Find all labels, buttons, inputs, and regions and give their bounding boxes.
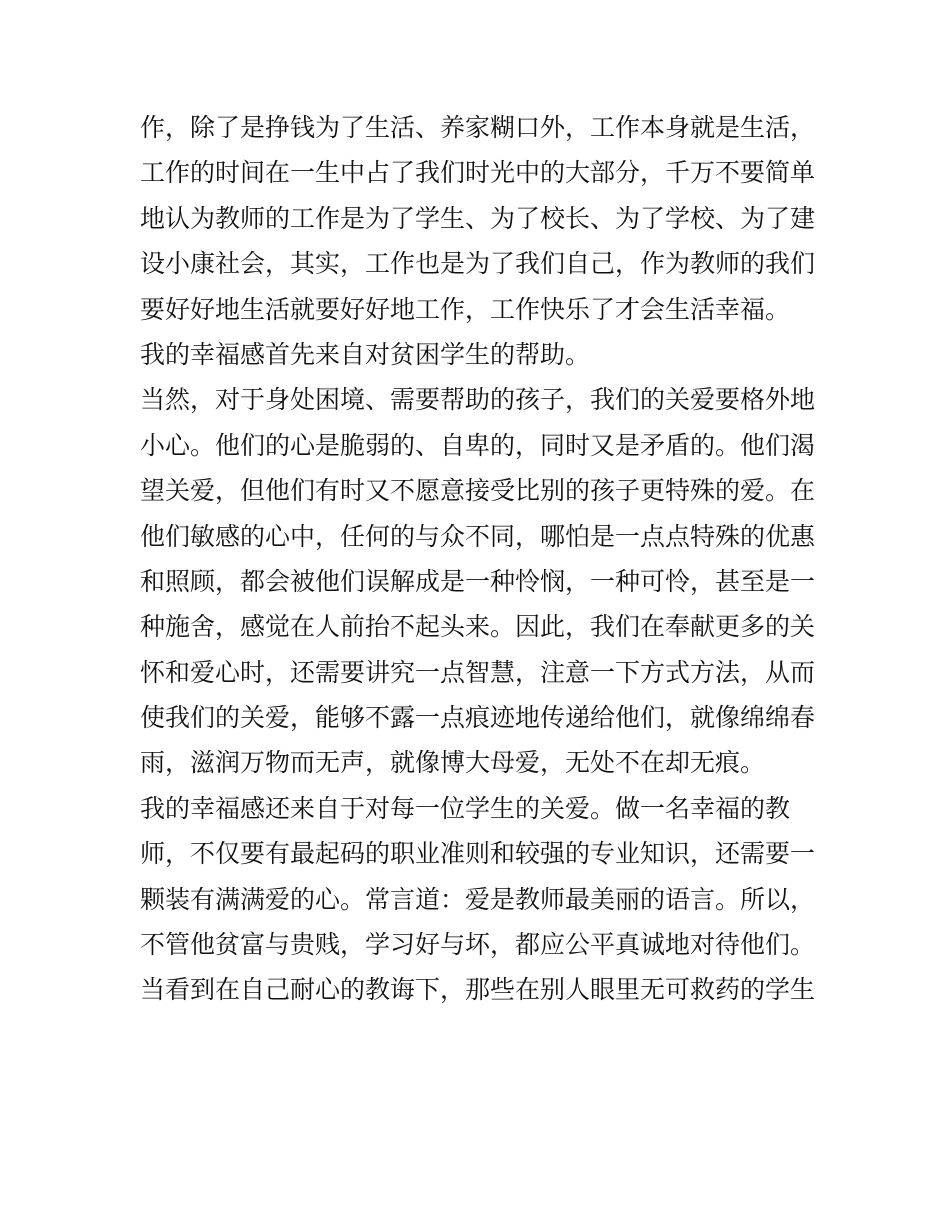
body-text bbox=[140, 105, 816, 1013]
text-line: 要好好地生活就要好好地工作，工作快乐了才会生活幸福。 bbox=[140, 294, 791, 324]
text-line: 我的幸福感还来自于对每一位学生的关爱。做一名幸福的教 bbox=[140, 793, 791, 823]
text-line: 我的幸福感首先来自对贫困学生的帮助。 bbox=[140, 339, 591, 369]
text-line: 作，除了是挣钱为了生活、养家糊口外，工作本身就是生活， bbox=[140, 113, 816, 142]
text-line: 使我们的关爱，能够不露一点痕迹地传递给他们，就像绵绵春 bbox=[140, 703, 816, 733]
text-line: 怀和爱心时，还需要讲究一点智慧，注意一下方式方法，从而 bbox=[140, 657, 816, 687]
text-line: 地认为教师的工作是为了学生、为了校长、为了学校、为了建 bbox=[140, 203, 816, 233]
text-line: 不管他贫富与贵贱，学习好与坏，都应公平真诚地对待他们。 bbox=[140, 930, 816, 960]
text-line: 他们敏感的心中，任何的与众不同，哪怕是一点点特殊的优惠 bbox=[140, 521, 816, 551]
text-line: 和照顾，都会被他们误解成是一种怜悯，一种可怜，甚至是一 bbox=[140, 566, 816, 596]
text-line: 雨，滋润万物而无声，就像博大母爱，无处不在却无痕。 bbox=[140, 748, 766, 778]
text-line: 颗装有满满爱的心。常言道：爱是教师最美丽的语言。所以， bbox=[140, 884, 816, 914]
text-line: 当然，对于身处困境、需要帮助的孩子，我们的关爱要格外地 bbox=[140, 385, 816, 415]
text-line: 当看到在自己耐心的教诲下，那些在别人眼里无可救药的学生 bbox=[140, 975, 816, 1005]
text-line: 望关爱，但他们有时又不愿意接受比别的孩子更特殊的爱。在 bbox=[140, 476, 816, 506]
text-line: 设小康社会，其实，工作也是为了我们自己，作为教师的我们 bbox=[140, 249, 816, 279]
text-line: 工作的时间在一生中占了我们时光中的大部分，千万不要简单 bbox=[140, 158, 816, 188]
text-line: 小心。他们的心是脆弱的、自卑的，同时又是矛盾的。他们渴 bbox=[140, 430, 816, 460]
text-line: 师，不仅要有最起码的职业准则和较强的专业知识，还需要一 bbox=[140, 839, 816, 869]
text-line: 种施舍，感觉在人前抬不起头来。因此，我们在奉献更多的关 bbox=[140, 612, 816, 642]
